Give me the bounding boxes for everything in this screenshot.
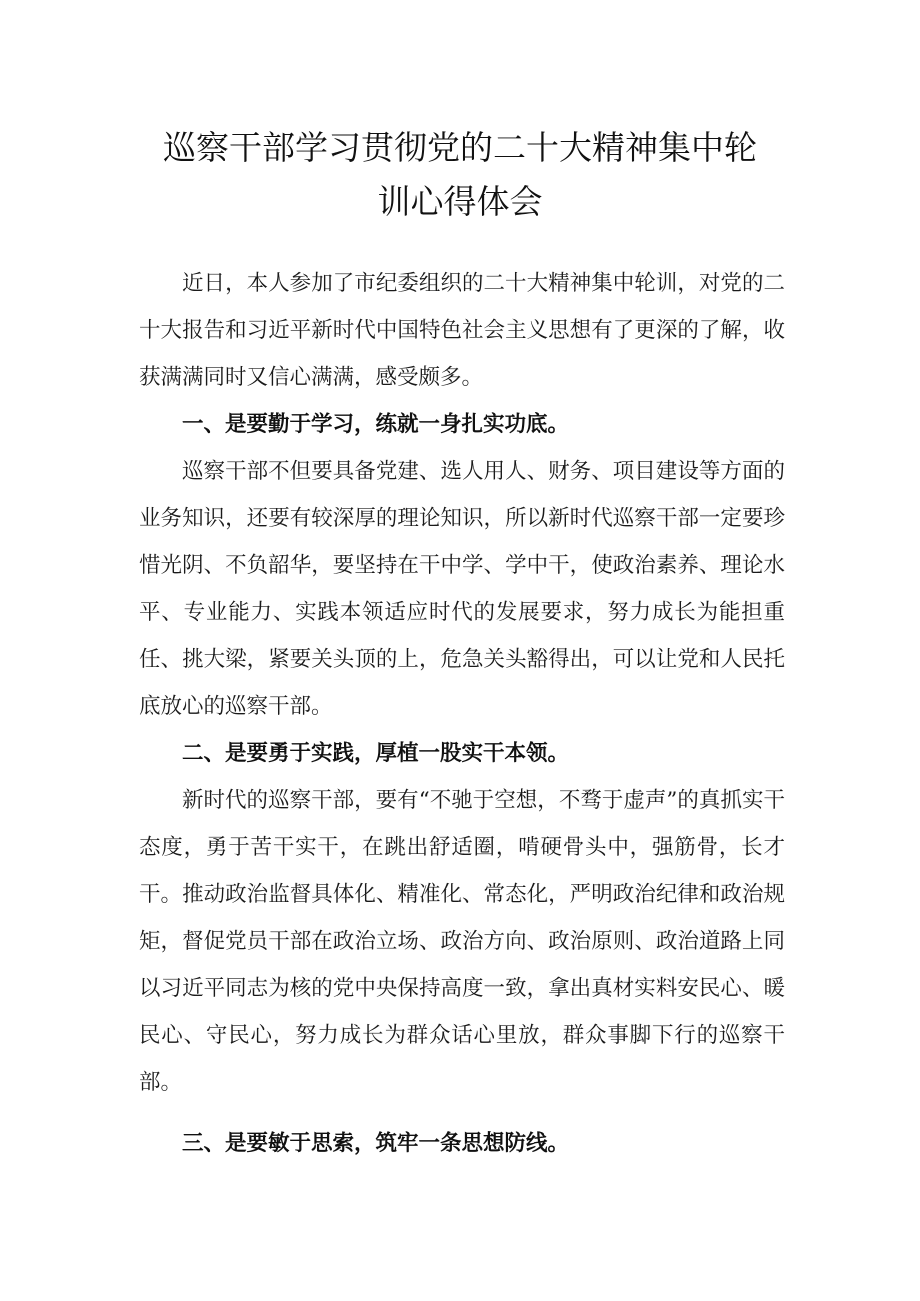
document-body — [139, 260, 785, 1167]
document-title-line-1: 巡察干部学习贯彻党的二十大精神集中轮 — [163, 128, 757, 167]
section-2-paragraph: 新时代的巡察干部，要有“不驰于空想，不骛于虚声”的真抓实干态度，勇于苦干实干，在跳出舒适圈，啃硬骨头中，强筋骨，长才干。推动政治监督具体化、精准化、常态化，严明政治纪律和政治规矩，督促党员干部在政治立场、政治方向、政治原则、政治道路上同以习近平同志为核的党中央保持高度一致，拿出真材实料安民心、暖民心、守民心，努力成长为群众话心里放，群众事脚下行的巡察干部。 — [139, 788, 785, 1095]
section-heading-1: 一、是要勤于学习，练就一身扎实功底。 — [182, 412, 570, 437]
section-1-paragraph: 巡察干部不但要具备党建、选人用人、财务、项目建设等方面的业务知识，还要有较深厚的理论知识，所以新时代巡察干部一定要珍惜光阴、不负韶华，要坚持在干中学、学中干，使政治素养、理论水平、专业能力、实践本领适应时代的发展要求，努力成长为能担重任、挑大梁，紧要关头顶的上，危急关头豁得出，可以让党和人民托底放心的巡察干部。 — [139, 459, 785, 719]
intro-paragraph: 近日，本人参加了市纪委组织的二十大精神集中轮训，对党的二十大报告和习近平新时代中国特色社会主义思想有了更深的了解，收获满满同时又信心满满，感受颇多。 — [139, 271, 785, 390]
document-title-line-2: 训心得体会 — [377, 182, 543, 221]
section-heading-3: 三、是要敏于思索，筑牢一条思想防线。 — [182, 1131, 570, 1156]
section-heading-2: 二、是要勇于实践，厚植一股实干本领。 — [182, 741, 570, 766]
